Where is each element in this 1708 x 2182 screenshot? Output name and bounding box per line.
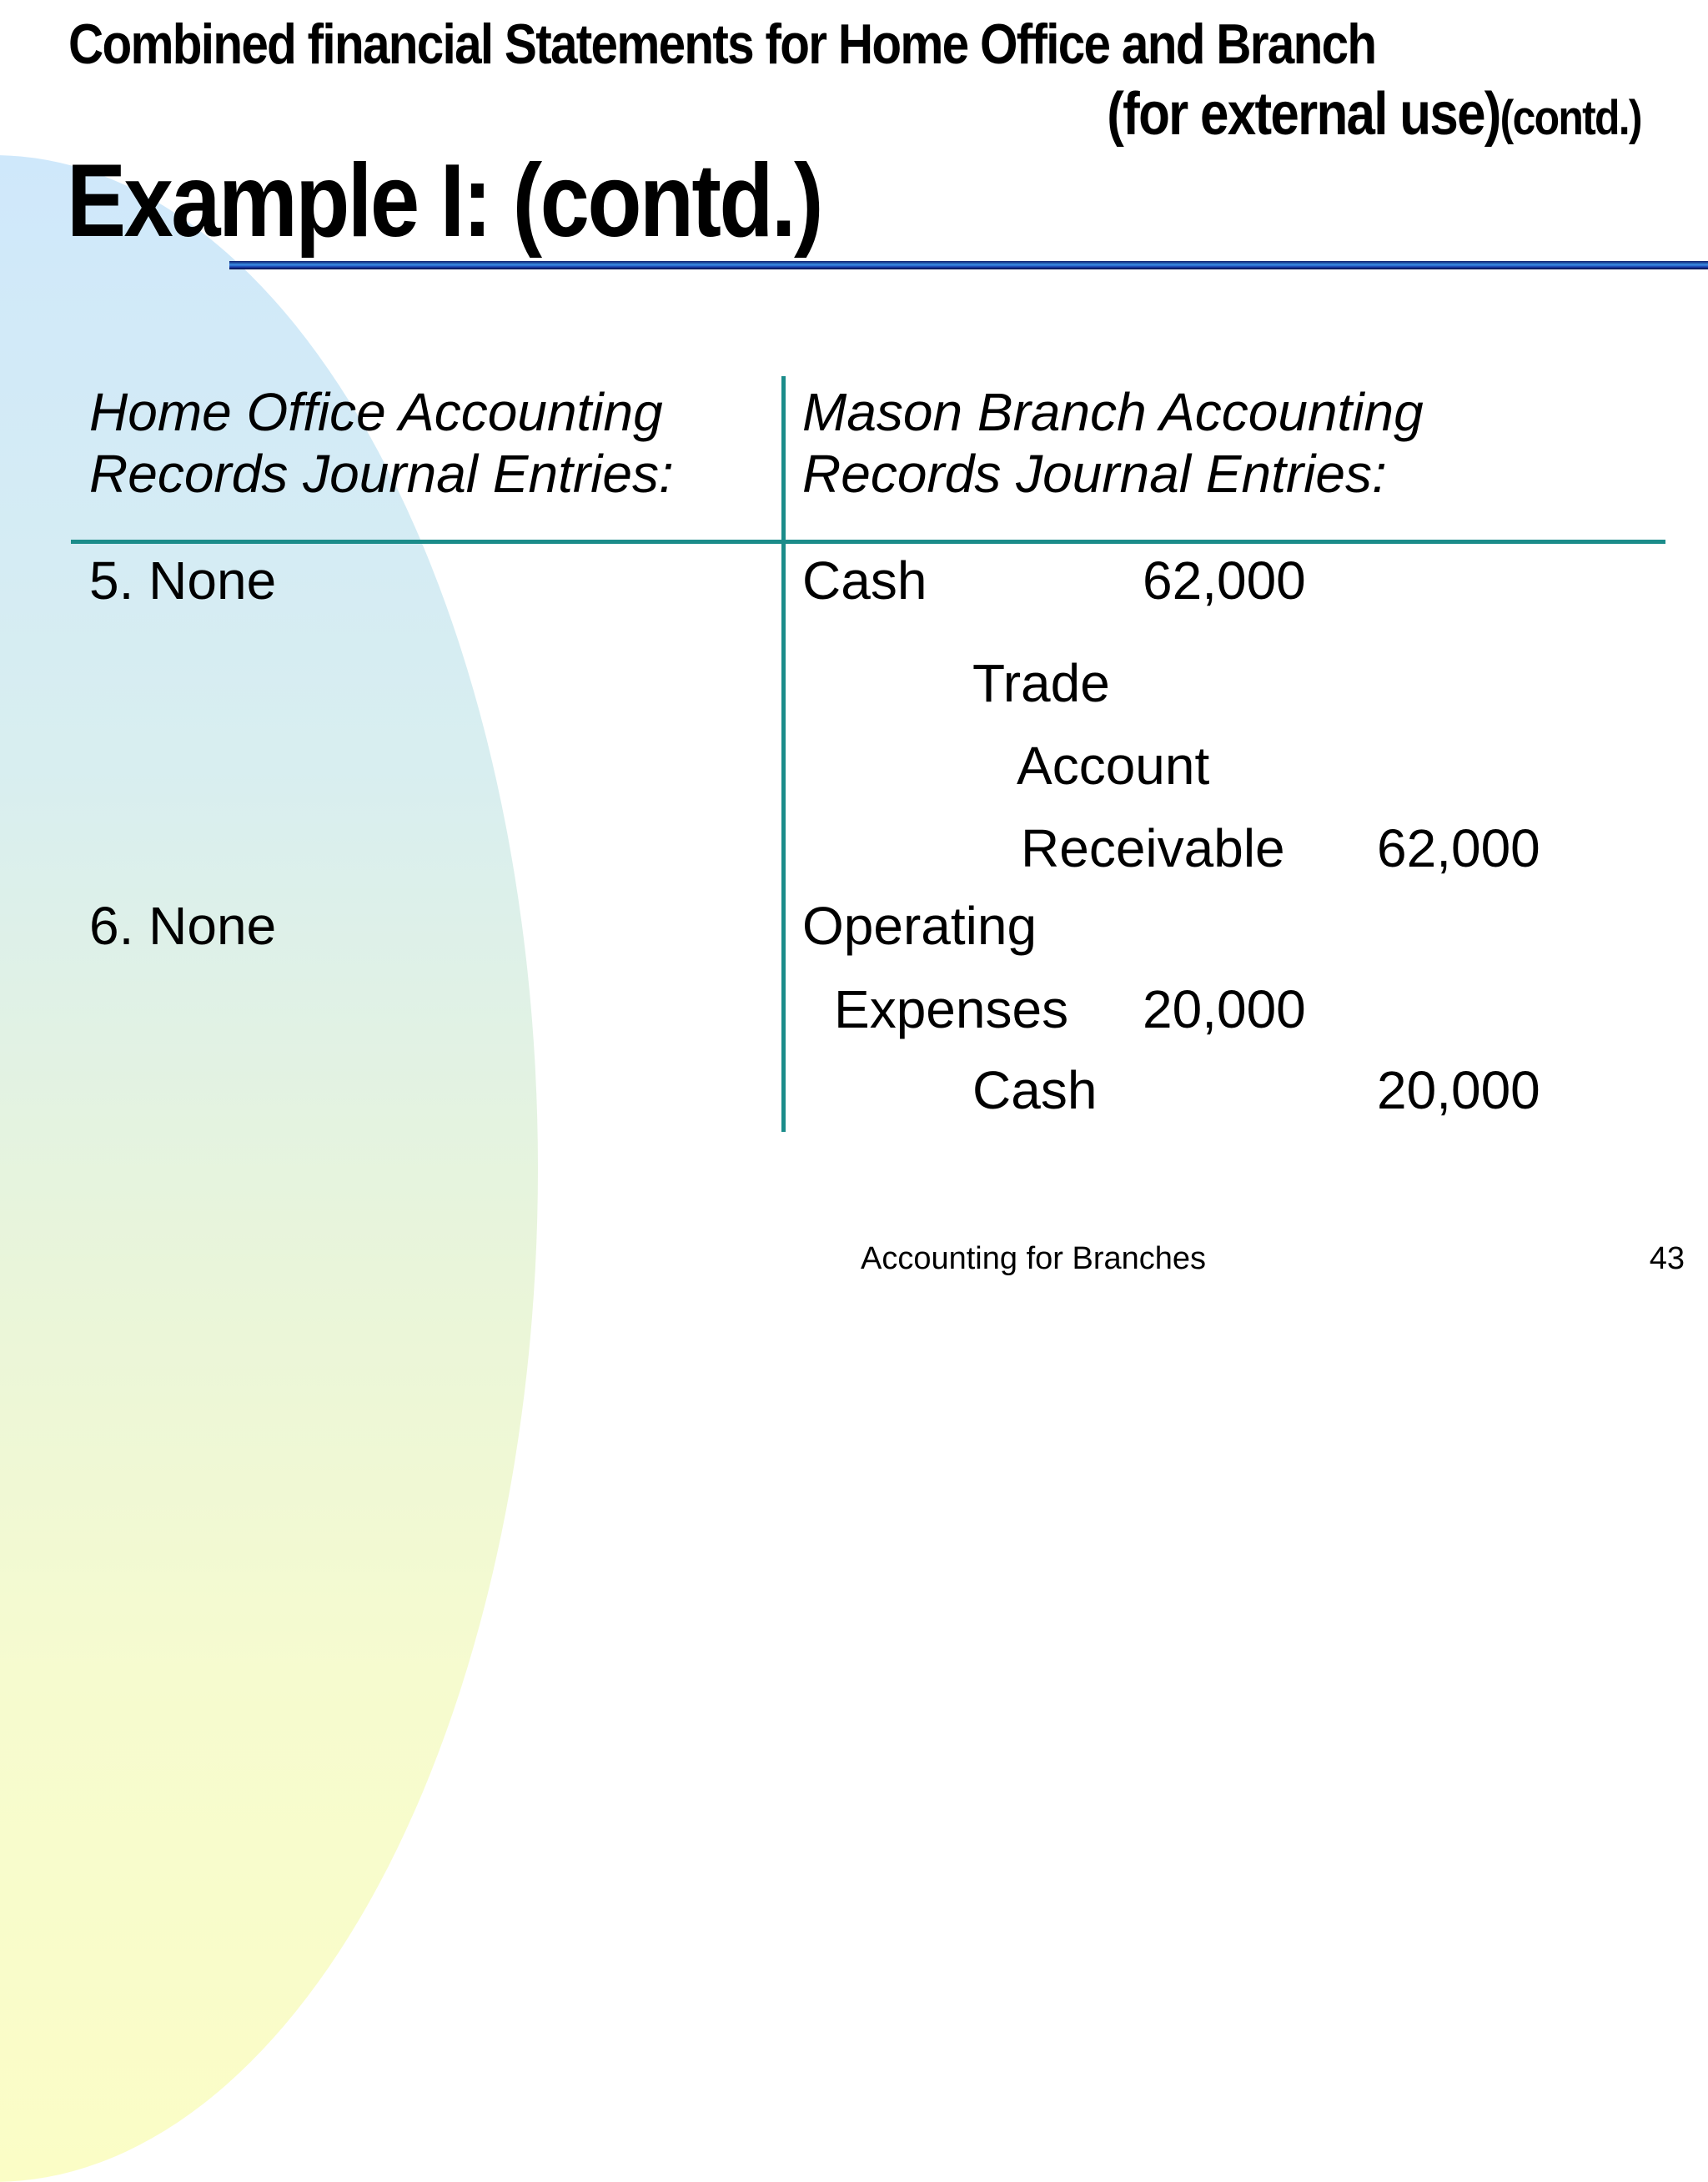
entry6-debit-account-line2: Expenses	[834, 979, 1069, 1039]
entry5-debit-account: Cash	[802, 551, 927, 611]
entry5-credit-account-line3: Receivable	[1021, 818, 1285, 878]
right-column-header-line1: Mason Branch Accounting	[802, 382, 1424, 442]
home-office-entry-6: 6. None	[89, 896, 277, 956]
title-divider	[229, 261, 1708, 269]
entry5-credit-amount: 62,000	[1377, 818, 1540, 878]
t-account-horizontal-line	[71, 540, 1665, 544]
entry6-debit-account-line1: Operating	[802, 896, 1037, 956]
slide-title: Combined financial Statements for Home Office and Branch	[68, 13, 1376, 76]
entry5-debit-amount: 62,000	[1143, 551, 1306, 611]
entry5-credit-account-line2: Account	[1017, 736, 1210, 796]
right-column-header-line2: Records Journal Entries:	[802, 444, 1387, 504]
subtitle-main: (for external use)	[1107, 81, 1500, 148]
subtitle-contd: (contd.)	[1500, 91, 1641, 145]
footer-title: Accounting for Branches	[861, 1241, 1207, 1276]
left-column-header-line1: Home Office Accounting	[89, 382, 663, 442]
slide-heading: Example I: (contd.)	[67, 143, 821, 259]
entry6-credit-amount: 20,000	[1377, 1060, 1540, 1120]
slide-subtitle	[1108, 80, 1641, 148]
home-office-entry-5: 5. None	[89, 551, 277, 611]
left-column-header-line2: Records Journal Entries:	[89, 444, 674, 504]
entry5-credit-account-line1: Trade	[972, 653, 1110, 713]
entry6-credit-account: Cash	[972, 1060, 1098, 1120]
page-number: 43	[1649, 1241, 1685, 1276]
t-account-vertical-line	[781, 376, 786, 1132]
entry6-debit-amount: 20,000	[1143, 979, 1306, 1039]
